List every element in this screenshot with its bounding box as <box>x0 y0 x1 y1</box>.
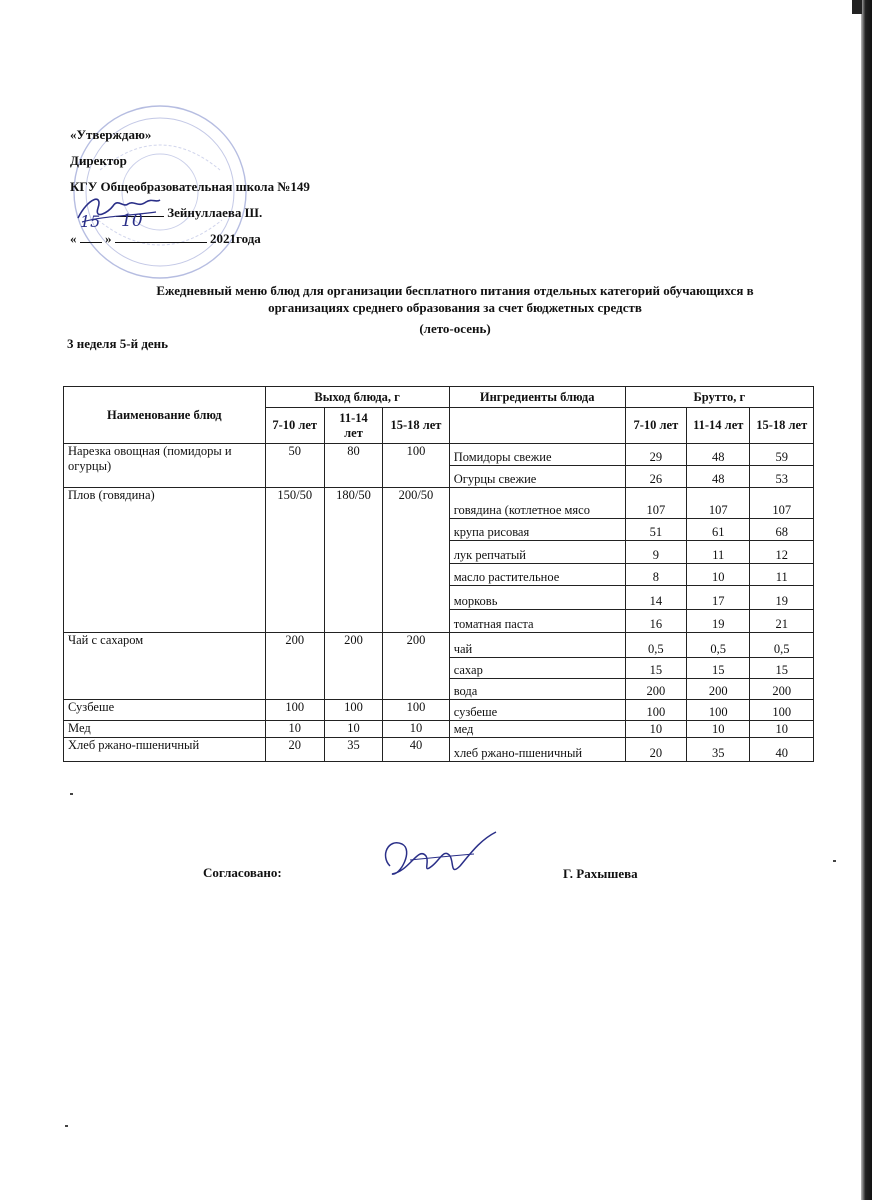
ingredient-name-cell: лук репчатый <box>449 540 625 563</box>
dish-output-cell: 200 <box>265 633 324 699</box>
dish-output-cell: 10 <box>324 720 382 737</box>
ingredient-gross-cell: 0,5 <box>687 633 750 657</box>
header-ingredients-blank <box>449 408 625 444</box>
ingredient-name-cell: Огурцы свежие <box>449 466 625 488</box>
ingredient-name-cell: говядина (котлетное мясо <box>449 488 625 519</box>
ingredient-gross-cell: 107 <box>687 488 750 519</box>
dish-output-cell: 50 <box>265 444 324 488</box>
header-output-age: 11-14 лет <box>324 408 382 444</box>
ingredient-gross-cell: 100 <box>687 699 750 720</box>
ingredient-gross-cell: 59 <box>750 444 814 466</box>
ingredient-name-cell: томатная паста <box>449 610 625 633</box>
header-gross-age: 11-14 лет <box>687 408 750 444</box>
ingredient-name-cell: хлеб ржано-пшеничный <box>449 737 625 761</box>
header-gross: Брутто, г <box>625 387 813 408</box>
year-text: 2021года <box>210 231 261 246</box>
ingredient-name-cell: сахар <box>449 657 625 678</box>
document-title-line2: организациях среднего образования за счет бюджетных средств <box>268 300 642 315</box>
ingredient-gross-cell: 48 <box>687 444 750 466</box>
table-row <box>64 488 814 519</box>
dish-output-cell: 180/50 <box>324 488 382 633</box>
ingredient-gross-cell: 20 <box>625 737 686 761</box>
ingredient-gross-cell: 15 <box>750 657 814 678</box>
director-label: Директор <box>70 153 127 168</box>
ingredient-gross-cell: 200 <box>625 678 686 699</box>
week-day-label: 3 неделя 5-й день <box>67 336 169 351</box>
ingredient-gross-cell: 16 <box>625 610 686 633</box>
ingredient-gross-cell: 51 <box>625 518 686 540</box>
table-row <box>64 444 814 466</box>
header-gross-age: 7-10 лет <box>625 408 686 444</box>
ingredient-gross-cell: 107 <box>625 488 686 519</box>
organization-name: КГУ Общеобразовательная школа №149 <box>70 179 310 194</box>
ingredient-name-cell: морковь <box>449 586 625 610</box>
scan-speck <box>70 793 73 795</box>
ingredient-gross-cell: 61 <box>687 518 750 540</box>
ingredient-gross-cell: 21 <box>750 610 814 633</box>
ingredient-gross-cell: 100 <box>750 699 814 720</box>
ingredient-gross-cell: 19 <box>687 610 750 633</box>
ingredient-gross-cell: 14 <box>625 586 686 610</box>
scan-speck <box>833 860 836 862</box>
ingredient-gross-cell: 10 <box>687 720 750 737</box>
dish-name-cell: Сузбеше <box>64 699 266 720</box>
ingredient-gross-cell: 0,5 <box>625 633 686 657</box>
menu-table-body <box>64 444 814 762</box>
ingredient-gross-cell: 68 <box>750 518 814 540</box>
header-dish-name: Наименование блюд <box>64 387 266 444</box>
dish-output-cell: 10 <box>265 720 324 737</box>
ingredient-gross-cell: 19 <box>750 586 814 610</box>
dish-output-cell: 200 <box>383 633 450 699</box>
ingredient-gross-cell: 17 <box>687 586 750 610</box>
ingredient-name-cell: крупа рисовая <box>449 518 625 540</box>
ingredient-gross-cell: 200 <box>750 678 814 699</box>
ingredient-name-cell: Помидоры свежие <box>449 444 625 466</box>
ingredient-gross-cell: 15 <box>687 657 750 678</box>
ingredient-gross-cell: 29 <box>625 444 686 466</box>
agreement-signature <box>370 826 500 886</box>
ingredient-name-cell: сузбеше <box>449 699 625 720</box>
dish-name-cell: Чай с сахаром <box>64 633 266 699</box>
scan-edge-mark <box>852 0 862 14</box>
ingredient-gross-cell: 8 <box>625 564 686 586</box>
ingredient-gross-cell: 26 <box>625 466 686 488</box>
approve-label: «Утверждаю» <box>70 127 152 142</box>
document-title-line1: Ежедневный меню блюд для организации бесплатного питания отдельных категорий обучающихся в <box>156 283 754 298</box>
menu-table <box>63 386 814 762</box>
table-row <box>64 699 814 720</box>
dish-output-cell: 80 <box>324 444 382 488</box>
table-row <box>64 737 814 761</box>
dish-name-cell: Нарезка овощная (помидоры и огурцы) <box>64 444 266 488</box>
dish-output-cell: 100 <box>383 444 450 488</box>
agreed-label: Согласовано: <box>203 865 282 880</box>
ingredient-gross-cell: 11 <box>750 564 814 586</box>
agreer-name: Г. Рахышева <box>563 866 638 881</box>
ingredient-gross-cell: 53 <box>750 466 814 488</box>
ingredient-gross-cell: 48 <box>687 466 750 488</box>
dish-output-cell: 100 <box>265 699 324 720</box>
date-open-quote: « <box>70 231 77 246</box>
scan-edge-shadow <box>861 0 872 1200</box>
dish-name-cell: Мед <box>64 720 266 737</box>
ingredient-name-cell: масло растительное <box>449 564 625 586</box>
ingredient-gross-cell: 10 <box>750 720 814 737</box>
dish-output-cell: 10 <box>383 720 450 737</box>
ingredient-name-cell: мед <box>449 720 625 737</box>
handwritten-day: 15 <box>80 212 101 231</box>
ingredient-gross-cell: 11 <box>687 540 750 563</box>
scan-speck <box>65 1125 68 1127</box>
header-output-age: 7-10 лет <box>265 408 324 444</box>
ingredient-gross-cell: 35 <box>687 737 750 761</box>
header-output: Выход блюда, г <box>265 387 449 408</box>
ingredient-name-cell: чай <box>449 633 625 657</box>
season-label: (лето-осень) <box>419 321 491 336</box>
ingredient-gross-cell: 15 <box>625 657 686 678</box>
dish-output-cell: 100 <box>383 699 450 720</box>
ingredient-gross-cell: 100 <box>625 699 686 720</box>
table-row <box>64 720 814 737</box>
header-ingredients: Ингредиенты блюда <box>449 387 625 408</box>
dish-name-cell: Плов (говядина) <box>64 488 266 633</box>
table-row <box>64 633 814 657</box>
header-output-age: 15-18 лет <box>383 408 450 444</box>
ingredient-name-cell: вода <box>449 678 625 699</box>
header-gross-age: 15-18 лет <box>750 408 814 444</box>
ingredient-gross-cell: 10 <box>625 720 686 737</box>
dish-output-cell: 150/50 <box>265 488 324 633</box>
signer-name: Зейнуллаева Ш. <box>167 205 263 220</box>
ingredient-gross-cell: 10 <box>687 564 750 586</box>
ingredient-gross-cell: 107 <box>750 488 814 519</box>
ingredient-gross-cell: 9 <box>625 540 686 563</box>
dish-output-cell: 200 <box>324 633 382 699</box>
ingredient-gross-cell: 40 <box>750 737 814 761</box>
dish-name-cell: Хлеб ржано-пшеничный <box>64 737 266 761</box>
dish-output-cell: 200/50 <box>383 488 450 633</box>
ingredient-gross-cell: 0,5 <box>750 633 814 657</box>
ingredient-gross-cell: 12 <box>750 540 814 563</box>
dish-output-cell: 20 <box>265 737 324 761</box>
dish-output-cell: 100 <box>324 699 382 720</box>
date-close-quote: » <box>105 231 112 246</box>
dish-output-cell: 40 <box>383 737 450 761</box>
handwritten-month: 10 <box>121 211 143 231</box>
dish-output-cell: 35 <box>324 737 382 761</box>
ingredient-gross-cell: 200 <box>687 678 750 699</box>
